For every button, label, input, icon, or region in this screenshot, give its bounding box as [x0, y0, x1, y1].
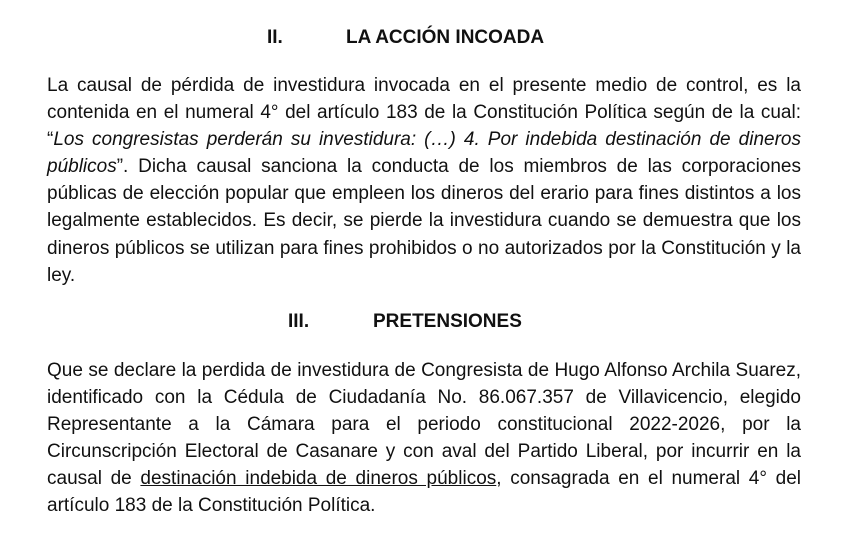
constitution-quote: Los congresistas perderán su investidura: (…) 4. Por indebida destinación de dineros públicos [47, 129, 801, 178]
section-title: PRETENSIONES [373, 311, 522, 332]
underlined-phrase: destinación indebida de dineros públicos [140, 468, 497, 490]
section-iii-paragraph [47, 357, 801, 520]
paragraph-text: La causal de pérdida de investidura invocada en el presente medio de control, es la contenida en el numeral 4° del artículo 183 de la Constitución Política según de la cual: “ [47, 75, 801, 151]
paragraph-text: Que se declare la perdida de investidura de Congresista de Hugo Alfonso Archila Suarez, identificado con la Cédula de Ciudadanía No. 86.067.357 de Villavicencio, elegido Representante a la Cámara para el periodo constitucional 2022-2026, por la Circunscripción Electoral de Casanare y con aval del Partido Liberal, por incurrir en la causal de [47, 360, 801, 490]
paragraph-text: ”. Dicha causal sanciona la conducta de los miembros de las corporaciones públicas de elección popular que empleen los dineros del erario para fines distintos a los legalmente establecidos. Es decir, se pierde la investidura cuando se demuestra que los dineros públicos se utilizan para fines prohibidos o no autorizados por la Constitución y la ley. [47, 156, 801, 286]
section-number: II. [267, 27, 283, 48]
paragraph-text: , consagrada en el numeral 4° del artículo 183 de la Constitución Política. [47, 468, 801, 517]
section-title: LA ACCIÓN INCOADA [346, 27, 545, 48]
section-heading-iii [0, 310, 855, 334]
section-number: III. [288, 311, 310, 332]
section-ii-paragraph [47, 72, 801, 289]
section-heading-ii [0, 26, 855, 50]
